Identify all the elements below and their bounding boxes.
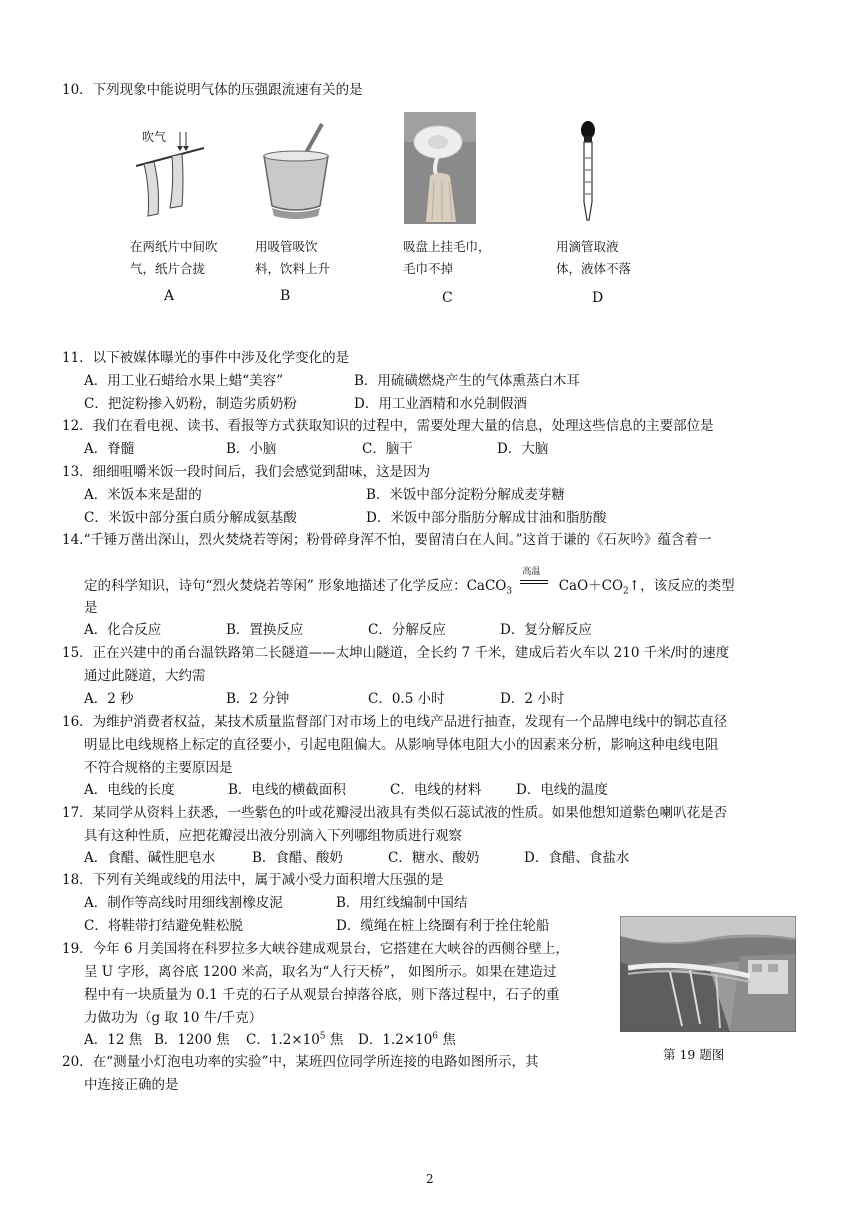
skywalk-photo [620, 916, 796, 1032]
q10-letter-d: D [592, 290, 604, 306]
q13-option-a: A．米饭本来是甜的 [84, 487, 202, 503]
q15-option-b: B．2 分钟 [226, 691, 290, 707]
q19-option-d-exp: 6 [432, 1031, 439, 1042]
q10-figure-c [404, 112, 476, 224]
q20-line2: 中连接正确的是 [84, 1077, 179, 1093]
q16-option-b: B．电线的横截面积 [228, 782, 346, 798]
suction-hook-photo [404, 112, 476, 224]
q12-option-d: D．大脑 [497, 441, 549, 457]
q19-figure-caption: 第 19 题图 [663, 1047, 725, 1062]
q15-option-c: C．0.5 小时 [368, 691, 445, 707]
q10-caption-d: 用滴管取液体，液体不落 [556, 239, 632, 276]
q14-option-c: C．分解反应 [368, 622, 446, 638]
q16-option-a: A．电线的长度 [84, 782, 175, 798]
q14-line1: 14.“千锤万凿出深山，烈火焚烧若等闲；粉骨碎身浑不怕，要留清白在人间。”这首于谦的《石灰吟》蕴含着一 [62, 532, 712, 548]
q16-option-c: C．电线的材料 [390, 782, 482, 798]
q17-line1: 17．某同学从资料上获悉，一些紫色的叶或花瓣浸出液具有类似石蕊试液的性质。如果他想知道紫色喇叭花是否 [62, 805, 728, 821]
q14-line2-mid: CaO＋CO [558, 578, 624, 594]
q12-option-b: B．小脑 [226, 441, 277, 457]
q11-stem: 11．以下被媒体曝光的事件中涉及化学变化的是 [62, 350, 350, 366]
q15-line1: 15．正在兴建中的甬台温铁路第二长隧道——太坤山隧道，全长约 7 千米，建成后若火车以 210 千米/时的速度 [62, 645, 730, 661]
q14-sub2: 2 [623, 586, 629, 597]
q10-letter-a: A [164, 288, 175, 304]
q18-stem: 18．下列有关绳或线的用法中，属于减小受力面积增大压强的是 [62, 872, 444, 888]
q14-option-b: B．置换反应 [226, 622, 304, 638]
q19-line3: 程中有一块质量为 0.1 千克的石子从观景台掉落谷底，则下落过程中，石子的重 [84, 987, 560, 1003]
q10-figure-a [128, 118, 208, 228]
dropper-icon [574, 118, 604, 228]
q10-caption-a: 在两纸片中间吹气，纸片合拢 [130, 239, 218, 276]
q19-line4: 力做功为（g 取 10 牛/千克） [84, 1010, 263, 1026]
cup-straw-icon [258, 116, 338, 226]
q14-condition: 高温 [522, 567, 541, 577]
q10-letter-b: B [280, 288, 291, 304]
page-number: 2 [426, 1172, 434, 1186]
q11-option-d: D．用工业酒精和水兑制假酒 [354, 396, 527, 412]
q11-option-a: A．用工业石蜡给水果上蜡“美容” [84, 373, 284, 389]
q15-option-d: D．2 小时 [500, 691, 565, 707]
q10-caption-b: 用吸管吸饮料，饮料上升 [255, 239, 331, 276]
q17-option-c: C．糖水、酸奶 [388, 850, 480, 866]
q13-option-b: B．米饭中部分淀粉分解成麦芽糖 [366, 487, 565, 503]
q14-line3: 是 [84, 600, 98, 616]
q10-letter-c: C [442, 290, 453, 306]
paper-sheets-icon [128, 118, 208, 228]
q19-line2: 呈 U 字形，离谷底 1200 米高，取名为“人行天桥”， 如图所示。如果在建造过 [84, 964, 557, 980]
q10-caption-c: 吸盘上挂毛巾，毛巾不掉 [403, 239, 491, 276]
q14-sub3: 3 [506, 586, 513, 597]
q18-option-a: A．制作等高线时用细线割橡皮泥 [84, 895, 283, 911]
q18-option-c: C．将鞋带打结避免鞋松脱 [84, 918, 243, 934]
q16-line2: 明显比电线规格上标定的直径要小，引起电阻偏大。从影响导体电阻大小的因素来分析，影响这种电线电阻 [84, 737, 719, 753]
q19-line1: 19．今年 6 月美国将在科罗拉多大峡谷建成观景台，它搭建在大峡谷的西侧谷壁上， [62, 941, 569, 957]
q14-reaction-arrow [520, 567, 550, 590]
q19-option-a: A．12 焦 [84, 1032, 143, 1048]
q16-line1: 16．为维护消费者权益，某技术质量监督部门对市场上的电线产品进行抽查，发现有一个品牌电线中的铜芯直径 [62, 714, 728, 730]
q17-option-a: A．食醋、碱性肥皂水 [84, 850, 216, 866]
q19-option-b: B．1200 焦 [154, 1032, 230, 1048]
q13-stem: 13．细细咀嚼米饭一段时间后，我们会感觉到甜味，这是因为 [62, 464, 431, 480]
blow-label: 吹气 [142, 130, 167, 144]
q16-line3: 不符合规格的主要原因是 [84, 760, 233, 776]
q19-option-c [246, 1028, 343, 1048]
q12-stem: 12．我们在看电视、读书、看报等方式获取知识的过程中，需要处理大量的信息，处理这些信息的主要部位是 [62, 418, 714, 434]
q19-option-d [358, 1028, 456, 1048]
q11-option-b: B．用硫磺燃烧产生的气体熏蒸白木耳 [354, 373, 580, 389]
q12-option-c: C．脑干 [362, 441, 413, 457]
q19-option-c-exp: 5 [319, 1031, 326, 1042]
q14-line2-pre: 定的科学知识，诗句“烈火焚烧若等闲” 形象地描述了化学反应：CaCO [84, 578, 507, 594]
q13-option-c: C．米饭中部分蛋白质分解成氨基酸 [84, 510, 297, 526]
q15-option-a: A．2 秒 [84, 691, 134, 707]
q19-option-d-base: D．1.2×10 [358, 1032, 433, 1048]
q13-option-d: D．米饭中部分脂肪分解成甘油和脂肪酸 [366, 510, 607, 526]
q10-stem: 10．下列现象中能说明气体的压强跟流速有关的是 [62, 82, 363, 98]
q10-figure-b [258, 116, 338, 226]
q15-line2: 通过此隧道，大约需 [84, 668, 206, 684]
q17-line2: 具有这种性质，应把花瓣浸出液分别滴入下列哪组物质进行观察 [84, 828, 462, 844]
q19-option-d-unit: 焦 [438, 1032, 456, 1048]
q18-option-d: D．缆绳在桩上绕圈有利于拴住轮船 [336, 918, 550, 934]
q17-option-b: B．食醋、酸奶 [252, 850, 343, 866]
q19-option-c-unit: 焦 [325, 1032, 344, 1048]
q16-option-d: D．电线的温度 [516, 782, 608, 798]
q10-figure-d [574, 118, 604, 228]
q12-option-a: A．脊髓 [84, 441, 135, 457]
q14-line2-post: ↑，该反应的类型 [628, 578, 735, 594]
q18-option-b: B．用红线编制中国结 [336, 895, 468, 911]
q17-option-d: D．食醋、食盐水 [524, 850, 630, 866]
q14-option-d: D．复分解反应 [500, 622, 592, 638]
q19-figure [620, 916, 796, 1032]
q11-option-c: C．把淀粉掺入奶粉，制造劣质奶粉 [84, 396, 297, 412]
q14-line2 [84, 567, 735, 597]
q20-line1: 20．在“测量小灯泡电功率的实验”中，某班四位同学所连接的电路如图所示，其 [62, 1054, 539, 1070]
q14-option-a: A．化合反应 [84, 622, 162, 638]
q19-option-c-base: C．1.2×10 [246, 1032, 320, 1048]
